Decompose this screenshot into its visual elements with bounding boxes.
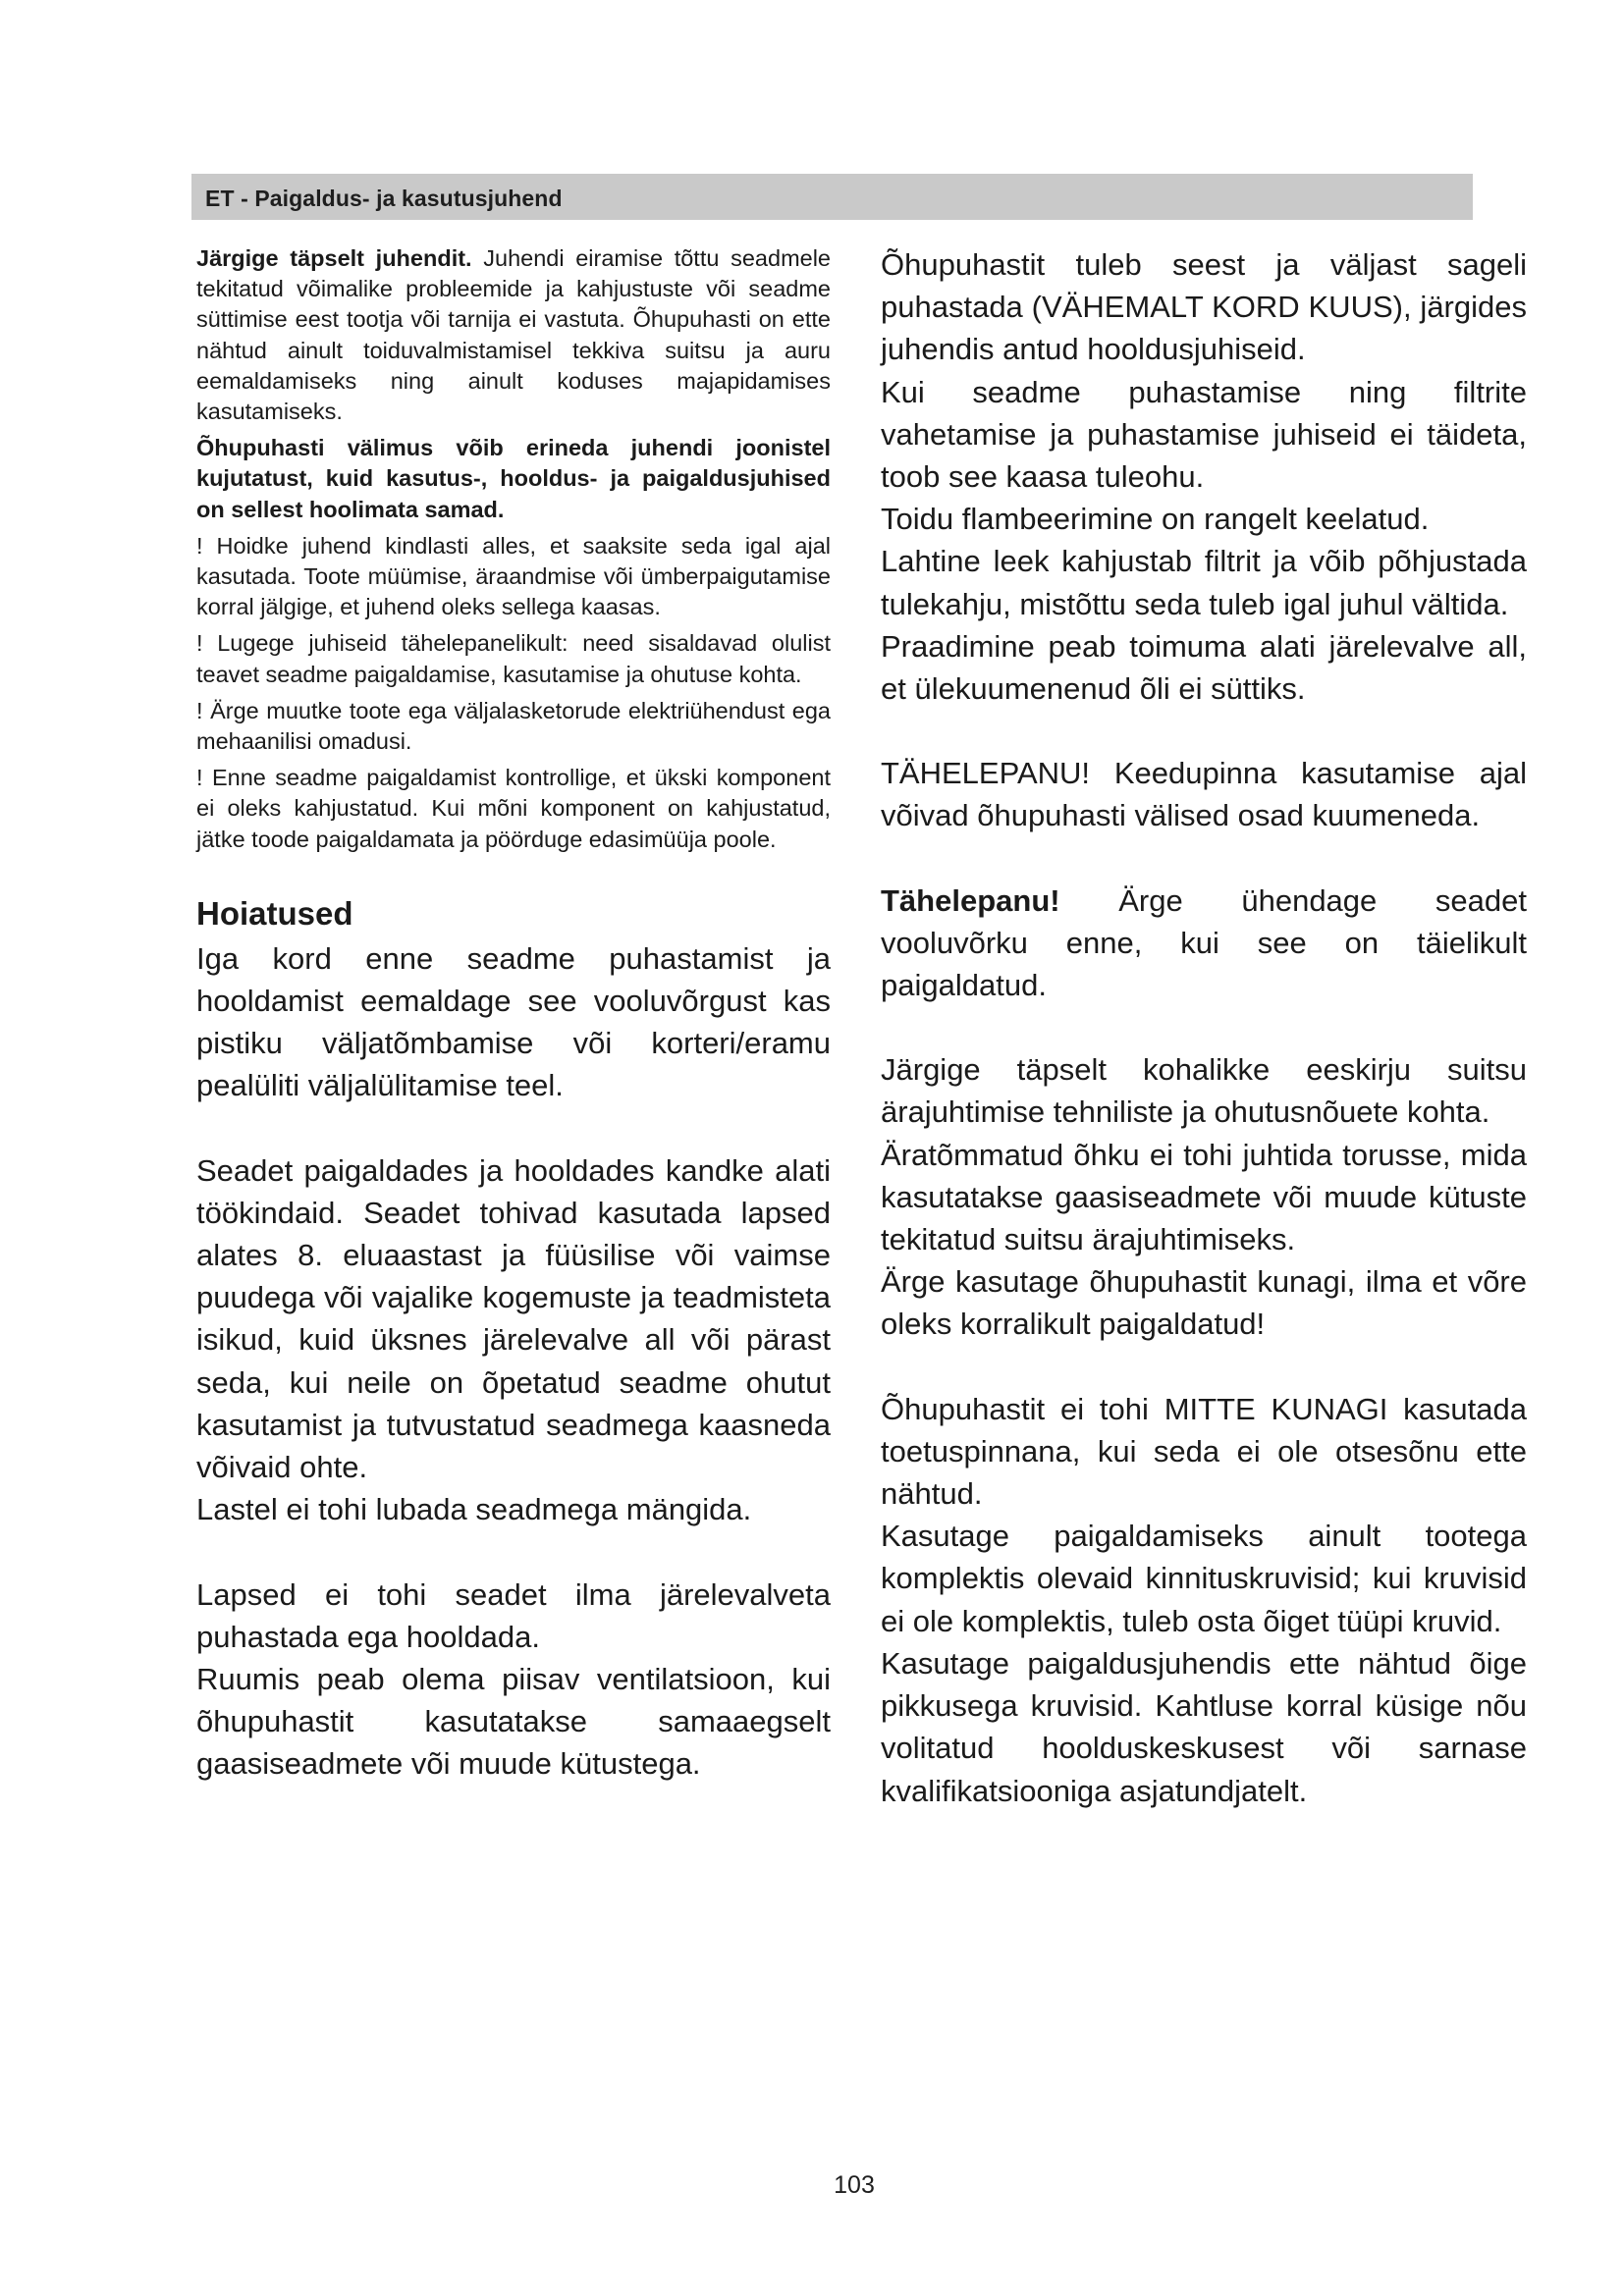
frying-paragraph: Praadimine peab toimuma alati järelevalve all, et ülekuumenenud õli ei süttiks. [881, 628, 1527, 707]
general-instructions [196, 243, 831, 855]
exhaust-air-paragraph: Äratõmmatud õhku ei tohi juhtida torusse, mida kasutatakse gaasiseadmete või muude kütuste tekitatud suitsu ärajuhtimiseks. [881, 1137, 1527, 1257]
keep-manual-note: ! Hoidke juhend kindlasti alles, et saaksite seda igal ajal kasutada. Toote müümise, äraandmise või ümberpaigutamise korral jälgige, et juhend oleks sellega kaasas. [196, 532, 831, 620]
attention-connect-paragraph [881, 880, 1527, 1007]
section-header-bar [191, 174, 1473, 220]
fire-risk-paragraph: Kui seadme puhastamise ning filtrite vahetamise ja puhastamise juhiseid ei täideta, toob see kaasa tuleohu. [881, 374, 1527, 495]
warnings-list [196, 937, 831, 1786]
intro-bold-text: Järgige täpselt juhendit. [196, 245, 472, 271]
check-components-note: ! Enne seadme paigaldamist kontrollige, et ükski komponent ei oleks kahjustatud. Kui mõni komponent on kahjustatud, jätke toode paigaldamata ja pöörduge edasimüüja poole. [196, 765, 831, 852]
intro-text: Juhendi eiramise tõttu seadmele tekitatud võimalike probleemide ja kahjustuste või seadme süttimise eest tootja või tarnija ei vastuta. Õhupuhasti on ette nähtud ainult toiduvalmistamisel tekkiva suitsu ja auru eemaldamiseks ning ainult koduses majapidamises kasutamiseks. [196, 245, 831, 425]
open-flame-paragraph: Lahtine leek kahjustab filtrit ja võib põhjustada tulekahju, mistõttu seda tuleb igal juhul vältida. [881, 544, 1527, 621]
attention-connect-text: Ärge ühendage seadet vooluvõrku enne, kui see on täielikult paigaldatud. [881, 882, 1527, 1003]
local-rules-paragraph: Järgige täpselt kohalikke eeskirju suitsu ärajuhtimise tehniliste ja ohutusnõuete kohta. [881, 1052, 1527, 1130]
warning-paragraph: Seadet paigaldades ja hooldades kandke alati töökindaid. Seadet tohivad kasutada lapsed alates 8. eluaastast ja füüsilise või vaimse puudega või vajalike kogemuste ja teadmisteta isikud, kuid üksnes järelevalve all või pärast seda, kui neile on õpetatud seadme ohutut kasutamist ja tutvustatud seadmega kaasneda võivaid ohte. [196, 1152, 831, 1485]
attention-hot-paragraph: TÄHELEPANU! Keedupinna kasutamise ajal võivad õhupuhasti välised osad kuumeneda. [881, 756, 1527, 833]
warning-paragraph: Ruumis peab olema piisav ventilatsioon, kui õhupuhastit kasutatakse samaaegselt gaasiseadmete või muude kütustega. [196, 1661, 831, 1782]
no-flambe-paragraph: Toidu flambeerimine on rangelt keelatud. [881, 502, 1430, 537]
warnings-heading: Hoiatused [196, 894, 353, 932]
warning-paragraph: Iga kord enne seadme puhastamist ja hooldamist eemaldage see vooluvõrgust kas pistiku väljatõmbamise või korteri/eramu pealüliti väljalülitamise teel. [196, 940, 831, 1103]
read-carefully-note: ! Lugege juhiseid tähelepanelikult: need sisaldavad olulist teavet seadme paigaldamise, kasutamise ja ohutuse kohta. [196, 630, 831, 687]
right-column [881, 243, 1527, 1812]
section-title: ET - Paigaldus- ja kasutusjuhend [205, 186, 563, 211]
not-support-paragraph: Õhupuhastit ei tohi MITTE KUNAGI kasutada toetuspinnana, kui seda ei ole otsesõnu ette nähtud. [881, 1391, 1527, 1512]
page-number: 103 [834, 2171, 875, 2199]
screw-length-paragraph: Kasutage paigaldusjuhendis ette nähtud õige pikkusega kruvisid. Kahtluse korral küsige nõu volitatud hoolduskeskusest või sarnase kvalifikatsiooniga asjatundjatelt. [881, 1645, 1527, 1808]
warning-paragraph: Lapsed ei tohi seadet ilma järelevalveta puhastada ega hooldada. [196, 1576, 831, 1654]
intro-paragraph [196, 243, 831, 427]
appearance-note: Õhupuhasti välimus võib erineda juhendi joonistel kujutatust, kuid kasutus-, hooldus- ja paigaldusjuhised on sellest hoolimata samad. [196, 435, 831, 522]
screws-paragraph: Kasutage paigaldamiseks ainult tootega komplektis olevaid kinnituskruvisid; kui kruvisid ei ole komplektis, tuleb osta õiget tüüpi kruvid. [881, 1519, 1527, 1638]
clean-often-paragraph: Õhupuhastit tuleb seest ja väljast sageli puhastada (VÄHEMALT KORD KUUS), järgides juhendis antud hooldusjuhiseid. [881, 247, 1527, 367]
grille-paragraph: Ärge kasutage õhupuhastit kunagi, ilma et võre oleks korralikult paigaldatud! [881, 1264, 1527, 1342]
left-column [196, 243, 831, 1786]
warning-paragraph: Lastel ei tohi lubada seadmega mängida. [196, 1492, 752, 1527]
no-modify-note: ! Ärge muutke toote ega väljalasketorude elektriühendust ega mehaanilisi omadusi. [196, 697, 831, 755]
attention-bold-text: Tähelepanu! [881, 882, 1060, 918]
